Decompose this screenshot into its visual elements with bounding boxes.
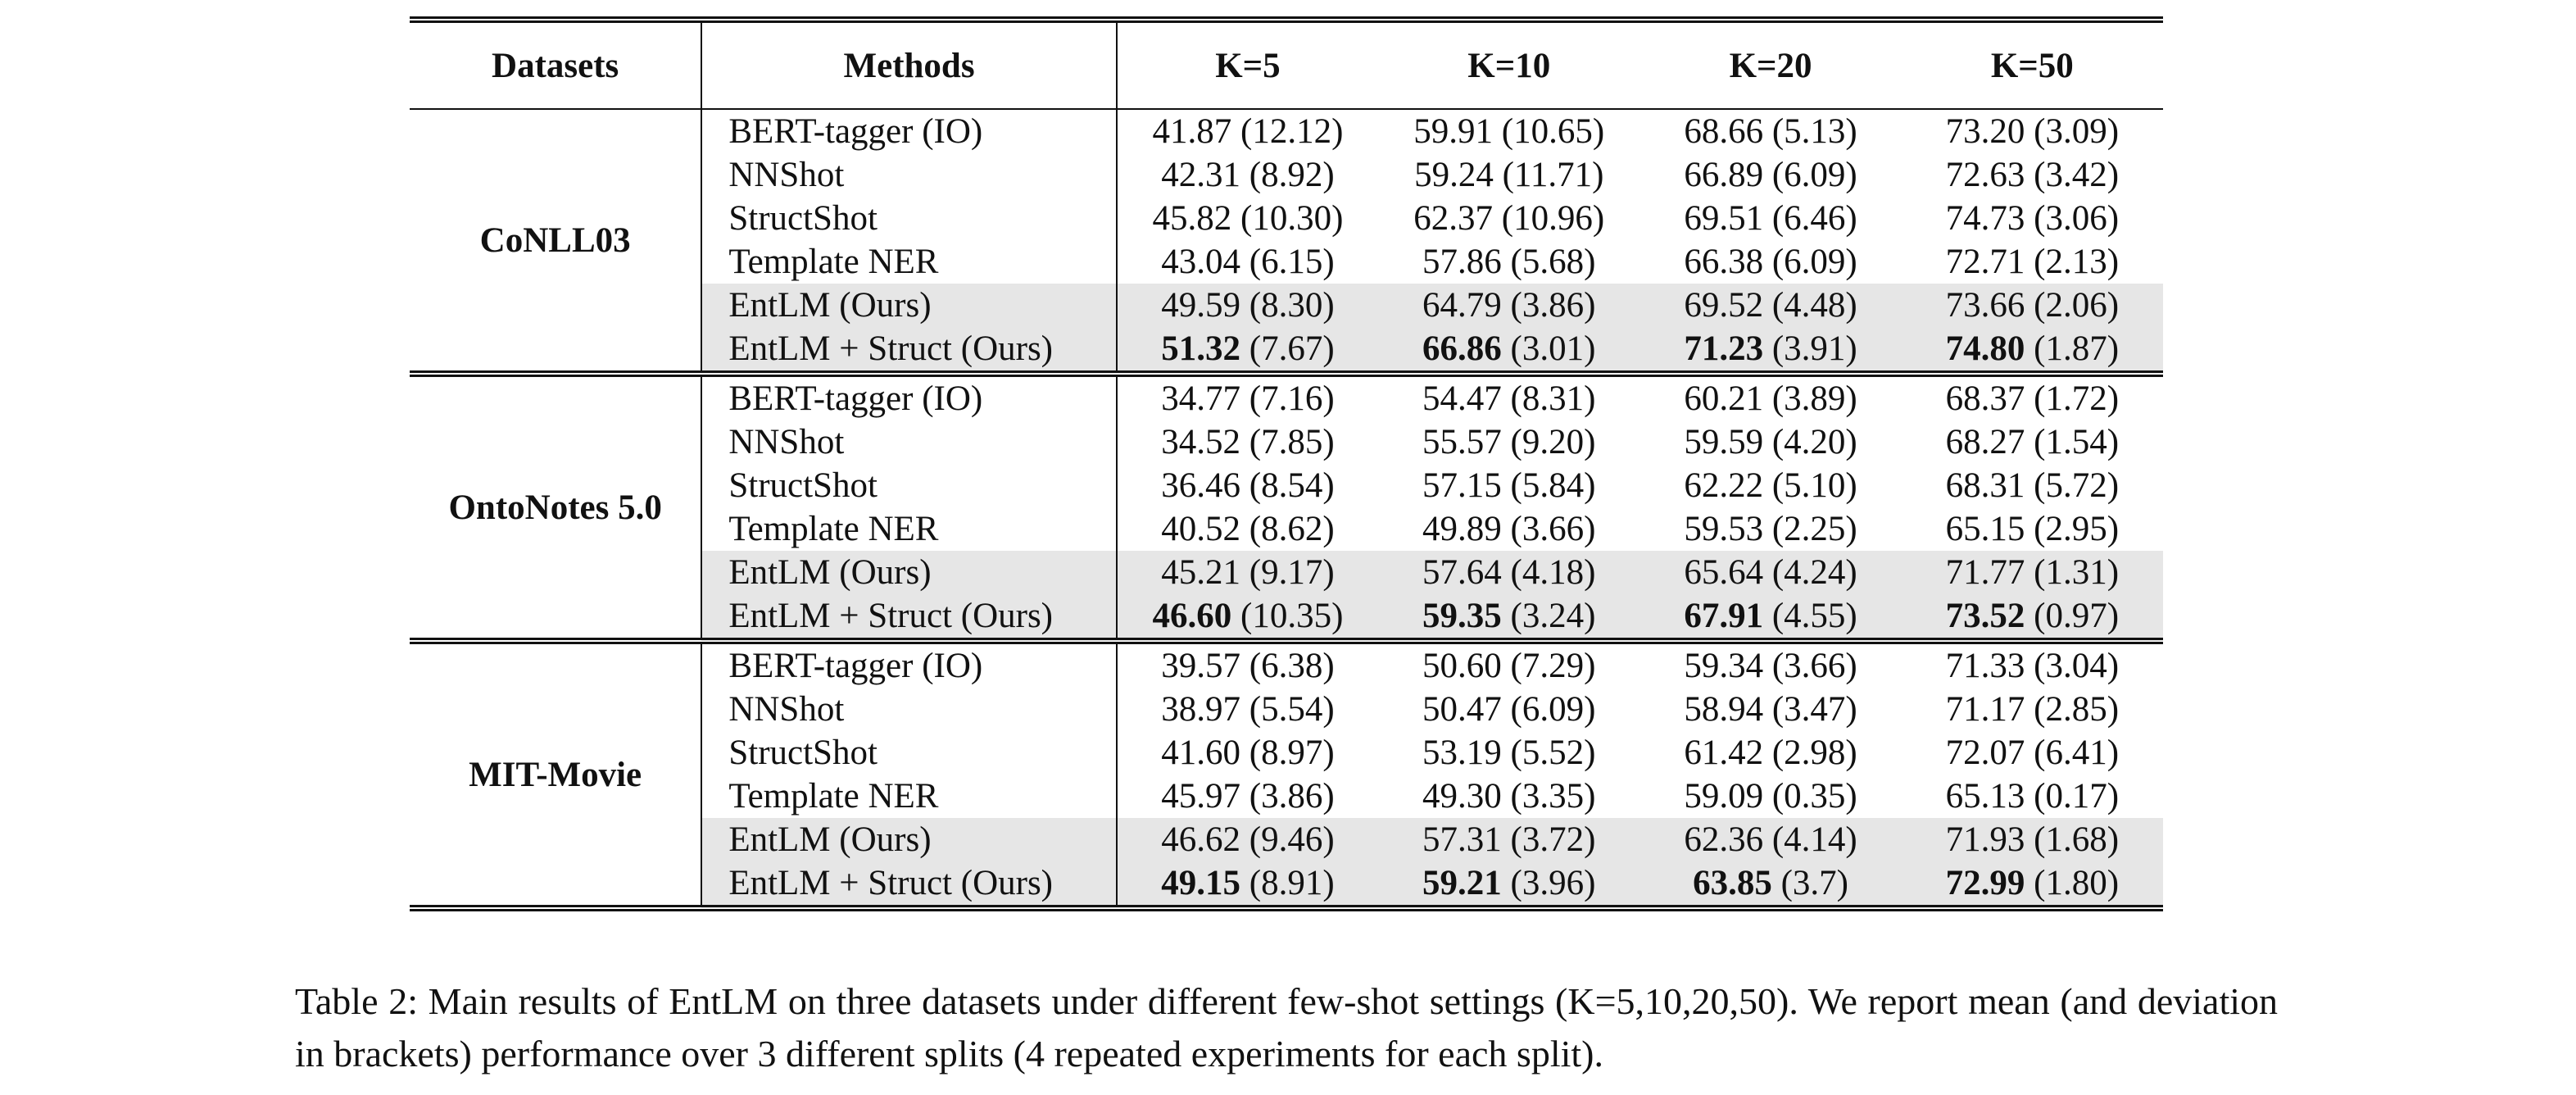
score-k20: 68.66 (5.13) bbox=[1684, 112, 1857, 151]
score-k20: 66.89 (6.09) bbox=[1684, 156, 1857, 194]
score-k10: 62.37 (10.96) bbox=[1413, 199, 1605, 238]
table-row bbox=[410, 641, 2163, 688]
score-deviation: (3.24) bbox=[1501, 597, 1596, 635]
score-deviation: (3.91) bbox=[1763, 329, 1857, 368]
score-k50: 72.07 (6.41) bbox=[1945, 734, 2120, 772]
score-k50: 71.33 (3.04) bbox=[1902, 641, 2163, 688]
score-k50: 72.71 (2.13) bbox=[1945, 243, 2120, 281]
score-k50 bbox=[1902, 594, 2163, 641]
dataset-name: CoNLL03 bbox=[410, 109, 701, 374]
score-k5 bbox=[1117, 594, 1378, 641]
score-k10: 57.31 (3.72) bbox=[1378, 818, 1639, 861]
score-k10: 57.86 (5.68) bbox=[1422, 243, 1596, 281]
score-k20 bbox=[1639, 594, 1901, 641]
dataset-group bbox=[410, 641, 2163, 908]
table-row bbox=[410, 374, 2163, 420]
score-k20: 59.53 (2.25) bbox=[1684, 510, 1857, 548]
method-name: StructShot bbox=[701, 464, 1116, 507]
score-k10 bbox=[1378, 594, 1639, 641]
score-k5: 46.62 (9.46) bbox=[1117, 818, 1378, 861]
method-name: Template NER bbox=[701, 507, 1116, 551]
score-k5: 41.60 (8.97) bbox=[1161, 734, 1335, 772]
method-name: NNShot bbox=[701, 153, 1116, 197]
score-deviation: (7.67) bbox=[1240, 329, 1335, 368]
score-k5: 41.87 (12.12) bbox=[1152, 112, 1344, 151]
best-score: 67.91 bbox=[1684, 597, 1764, 635]
score-k5: 40.52 (8.62) bbox=[1161, 510, 1335, 548]
score-k5 bbox=[1117, 861, 1378, 908]
score-deviation: (3.96) bbox=[1501, 864, 1596, 902]
method-name: Template NER bbox=[701, 240, 1116, 284]
score-k50: 72.63 (3.42) bbox=[1945, 156, 2120, 194]
score-deviation: (1.80) bbox=[2025, 864, 2120, 902]
method-name: EntLM + Struct (Ours) bbox=[701, 594, 1116, 641]
score-deviation: (3.01) bbox=[1501, 329, 1596, 368]
score-deviation: (1.87) bbox=[2025, 329, 2120, 368]
header-k50: K=50 bbox=[1902, 20, 2163, 109]
score-k10: 50.60 (7.29) bbox=[1378, 641, 1639, 688]
score-k10: 57.64 (4.18) bbox=[1378, 551, 1639, 594]
method-name: Template NER bbox=[701, 775, 1116, 818]
score-k10: 64.79 (3.86) bbox=[1378, 284, 1639, 327]
score-k20: 58.94 (3.47) bbox=[1684, 690, 1857, 729]
table-caption: Table 2: Main results of EntLM on three datasets under different few-shot settings (K=5,10,20,50). We report mean (and deviation in brackets) performance over 3 different splits (4 repeated experiments for each split). bbox=[295, 980, 2278, 1075]
score-k20: 62.36 (4.14) bbox=[1639, 818, 1901, 861]
method-name: EntLM (Ours) bbox=[701, 551, 1116, 594]
method-name: EntLM + Struct (Ours) bbox=[701, 327, 1116, 374]
score-k50: 65.13 (0.17) bbox=[1945, 777, 2120, 816]
score-k50 bbox=[1902, 861, 2163, 908]
best-score: 49.15 bbox=[1161, 864, 1240, 902]
score-k5: 43.04 (6.15) bbox=[1161, 243, 1335, 281]
score-k10: 54.47 (8.31) bbox=[1378, 374, 1639, 420]
score-k50: 73.20 (3.09) bbox=[1945, 112, 2120, 151]
score-k5: 34.52 (7.85) bbox=[1161, 423, 1335, 461]
table-header bbox=[410, 20, 2163, 109]
score-k20 bbox=[1639, 327, 1901, 374]
score-k50: 74.73 (3.06) bbox=[1945, 199, 2120, 238]
score-k5: 49.59 (8.30) bbox=[1117, 284, 1378, 327]
method-name: EntLM + Struct (Ours) bbox=[701, 861, 1116, 908]
score-k10: 55.57 (9.20) bbox=[1422, 423, 1596, 461]
best-score: 71.23 bbox=[1684, 329, 1764, 368]
score-k50: 71.93 (1.68) bbox=[1902, 818, 2163, 861]
score-k5 bbox=[1117, 327, 1378, 374]
score-k5: 36.46 (8.54) bbox=[1161, 466, 1335, 505]
method-name: BERT-tagger (IO) bbox=[701, 109, 1116, 153]
header-row bbox=[410, 20, 2163, 109]
header-k20: K=20 bbox=[1639, 20, 1901, 109]
score-k5: 39.57 (6.38) bbox=[1117, 641, 1378, 688]
score-k10: 59.24 (11.71) bbox=[1414, 156, 1604, 194]
table-row bbox=[410, 109, 2163, 153]
score-k50: 73.66 (2.06) bbox=[1902, 284, 2163, 327]
best-score: 74.80 bbox=[1945, 329, 2025, 368]
header-k10: K=10 bbox=[1378, 20, 1639, 109]
method-name: StructShot bbox=[701, 197, 1116, 240]
method-name: EntLM (Ours) bbox=[701, 818, 1116, 861]
score-k5: 45.82 (10.30) bbox=[1152, 199, 1344, 238]
results-table bbox=[410, 16, 2163, 911]
score-k20 bbox=[1639, 861, 1901, 908]
score-k50: 68.37 (1.72) bbox=[1902, 374, 2163, 420]
score-k20: 69.52 (4.48) bbox=[1639, 284, 1901, 327]
dataset-name: MIT-Movie bbox=[410, 641, 701, 908]
score-k10: 57.15 (5.84) bbox=[1422, 466, 1596, 505]
score-k10: 50.47 (6.09) bbox=[1422, 690, 1596, 729]
method-name: BERT-tagger (IO) bbox=[701, 374, 1116, 420]
score-k10: 53.19 (5.52) bbox=[1422, 734, 1596, 772]
score-k20: 59.34 (3.66) bbox=[1639, 641, 1901, 688]
score-k50 bbox=[1902, 327, 2163, 374]
score-k5: 45.97 (3.86) bbox=[1161, 777, 1335, 816]
header-datasets: Datasets bbox=[410, 20, 701, 109]
score-k20: 69.51 (6.46) bbox=[1684, 199, 1857, 238]
header-k5: K=5 bbox=[1117, 20, 1378, 109]
score-k10: 49.30 (3.35) bbox=[1422, 777, 1596, 816]
best-score: 46.60 bbox=[1152, 597, 1232, 635]
score-k5: 42.31 (8.92) bbox=[1161, 156, 1335, 194]
best-score: 66.86 bbox=[1422, 329, 1502, 368]
dataset-name: OntoNotes 5.0 bbox=[410, 374, 701, 641]
best-score: 63.85 bbox=[1693, 864, 1772, 902]
score-k20: 59.09 (0.35) bbox=[1684, 777, 1857, 816]
score-deviation: (4.55) bbox=[1763, 597, 1857, 635]
dataset-group bbox=[410, 374, 2163, 641]
score-k20: 61.42 (2.98) bbox=[1684, 734, 1857, 772]
score-k10 bbox=[1378, 327, 1639, 374]
method-name: StructShot bbox=[701, 731, 1116, 775]
method-name: NNShot bbox=[701, 688, 1116, 731]
score-deviation: (3.7) bbox=[1771, 864, 1848, 902]
score-deviation: (0.97) bbox=[2025, 597, 2120, 635]
header-methods: Methods bbox=[701, 20, 1116, 109]
score-k50: 71.17 (2.85) bbox=[1945, 690, 2120, 729]
score-k5: 45.21 (9.17) bbox=[1117, 551, 1378, 594]
score-k20: 62.22 (5.10) bbox=[1684, 466, 1857, 505]
score-k20: 65.64 (4.24) bbox=[1639, 551, 1901, 594]
score-deviation: (10.35) bbox=[1231, 597, 1344, 635]
dataset-group bbox=[410, 109, 2163, 374]
score-k50: 71.77 (1.31) bbox=[1902, 551, 2163, 594]
best-score: 73.52 bbox=[1945, 597, 2025, 635]
score-k10: 59.91 (10.65) bbox=[1413, 112, 1605, 151]
best-score: 51.32 bbox=[1161, 329, 1240, 368]
score-deviation: (8.91) bbox=[1240, 864, 1335, 902]
method-name: NNShot bbox=[701, 420, 1116, 464]
method-name: BERT-tagger (IO) bbox=[701, 641, 1116, 688]
score-k5: 34.77 (7.16) bbox=[1117, 374, 1378, 420]
score-k20: 59.59 (4.20) bbox=[1684, 423, 1857, 461]
score-k20: 66.38 (6.09) bbox=[1684, 243, 1857, 281]
score-k20: 60.21 (3.89) bbox=[1639, 374, 1901, 420]
method-name: EntLM (Ours) bbox=[701, 284, 1116, 327]
score-k50: 68.27 (1.54) bbox=[1945, 423, 2120, 461]
score-k50: 65.15 (2.95) bbox=[1945, 510, 2120, 548]
best-score: 72.99 bbox=[1945, 864, 2025, 902]
score-k5: 38.97 (5.54) bbox=[1161, 690, 1335, 729]
score-k10: 49.89 (3.66) bbox=[1422, 510, 1596, 548]
score-k10 bbox=[1378, 861, 1639, 908]
best-score: 59.35 bbox=[1422, 597, 1502, 635]
score-k50: 68.31 (5.72) bbox=[1945, 466, 2120, 505]
best-score: 59.21 bbox=[1422, 864, 1502, 902]
